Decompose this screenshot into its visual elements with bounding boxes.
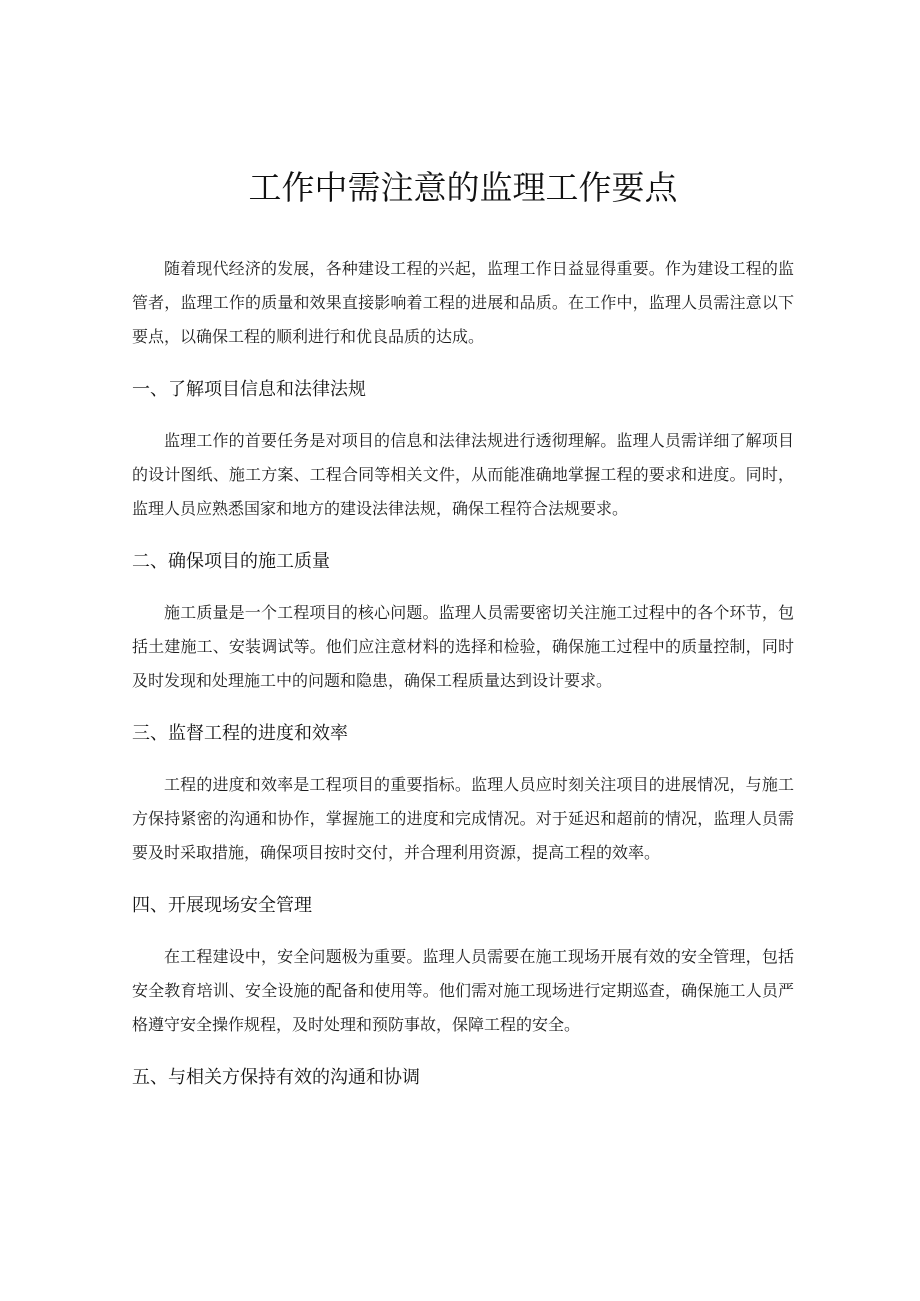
document-title: 工作中需注意的监理工作要点 (248, 168, 678, 207)
section-heading-4: 四、开展现场安全管理 (132, 895, 312, 916)
section-heading-2: 二、确保项目的施工质量 (132, 551, 330, 572)
section-body-3: 工程的进度和效率是工程项目的重要指标。监理人员应时刻关注项目的进展情况，与施工方保持紧密的沟通和协作，掌握施工的进度和完成情况。对于延迟和超前的情况，监理人员需要及时采取措施，确保项目按时交付，并合理利用资源，提高工程的效率。 (132, 775, 794, 862)
section-heading-1: 一、了解项目信息和法律法规 (132, 379, 366, 400)
section-heading-5: 五、与相关方保持有效的沟通和协调 (132, 1067, 420, 1088)
section-body-4: 在工程建设中，安全问题极为重要。监理人员需要在施工现场开展有效的安全管理，包括安全教育培训、安全设施的配备和使用等。他们需对施工现场进行定期巡查，确保施工人员严格遵守安全操作规程，及时处理和预防事故，保障工程的安全。 (132, 947, 794, 1034)
section-body-2: 施工质量是一个工程项目的核心问题。监理人员需要密切关注施工过程中的各个环节，包括土建施工、安装调试等。他们应注意材料的选择和检验，确保施工过程中的质量控制，同时及时发现和处理施工中的问题和隐患，确保工程质量达到设计要求。 (132, 603, 794, 690)
section-heading-3: 三、监督工程的进度和效率 (132, 723, 348, 744)
intro-paragraph: 随着现代经济的发展，各种建设工程的兴起，监理工作日益显得重要。作为建设工程的监管者，监理工作的质量和效果直接影响着工程的进展和品质。在工作中，监理人员需注意以下要点，以确保工程的顺利进行和优良品质的达成。 (132, 259, 794, 346)
section-body-1: 监理工作的首要任务是对项目的信息和法律法规进行透彻理解。监理人员需详细了解项目的设计图纸、施工方案、工程合同等相关文件，从而能准确地掌握工程的要求和进度。同时，监理人员应熟悉国家和地方的建设法律法规，确保工程符合法规要求。 (132, 431, 794, 518)
